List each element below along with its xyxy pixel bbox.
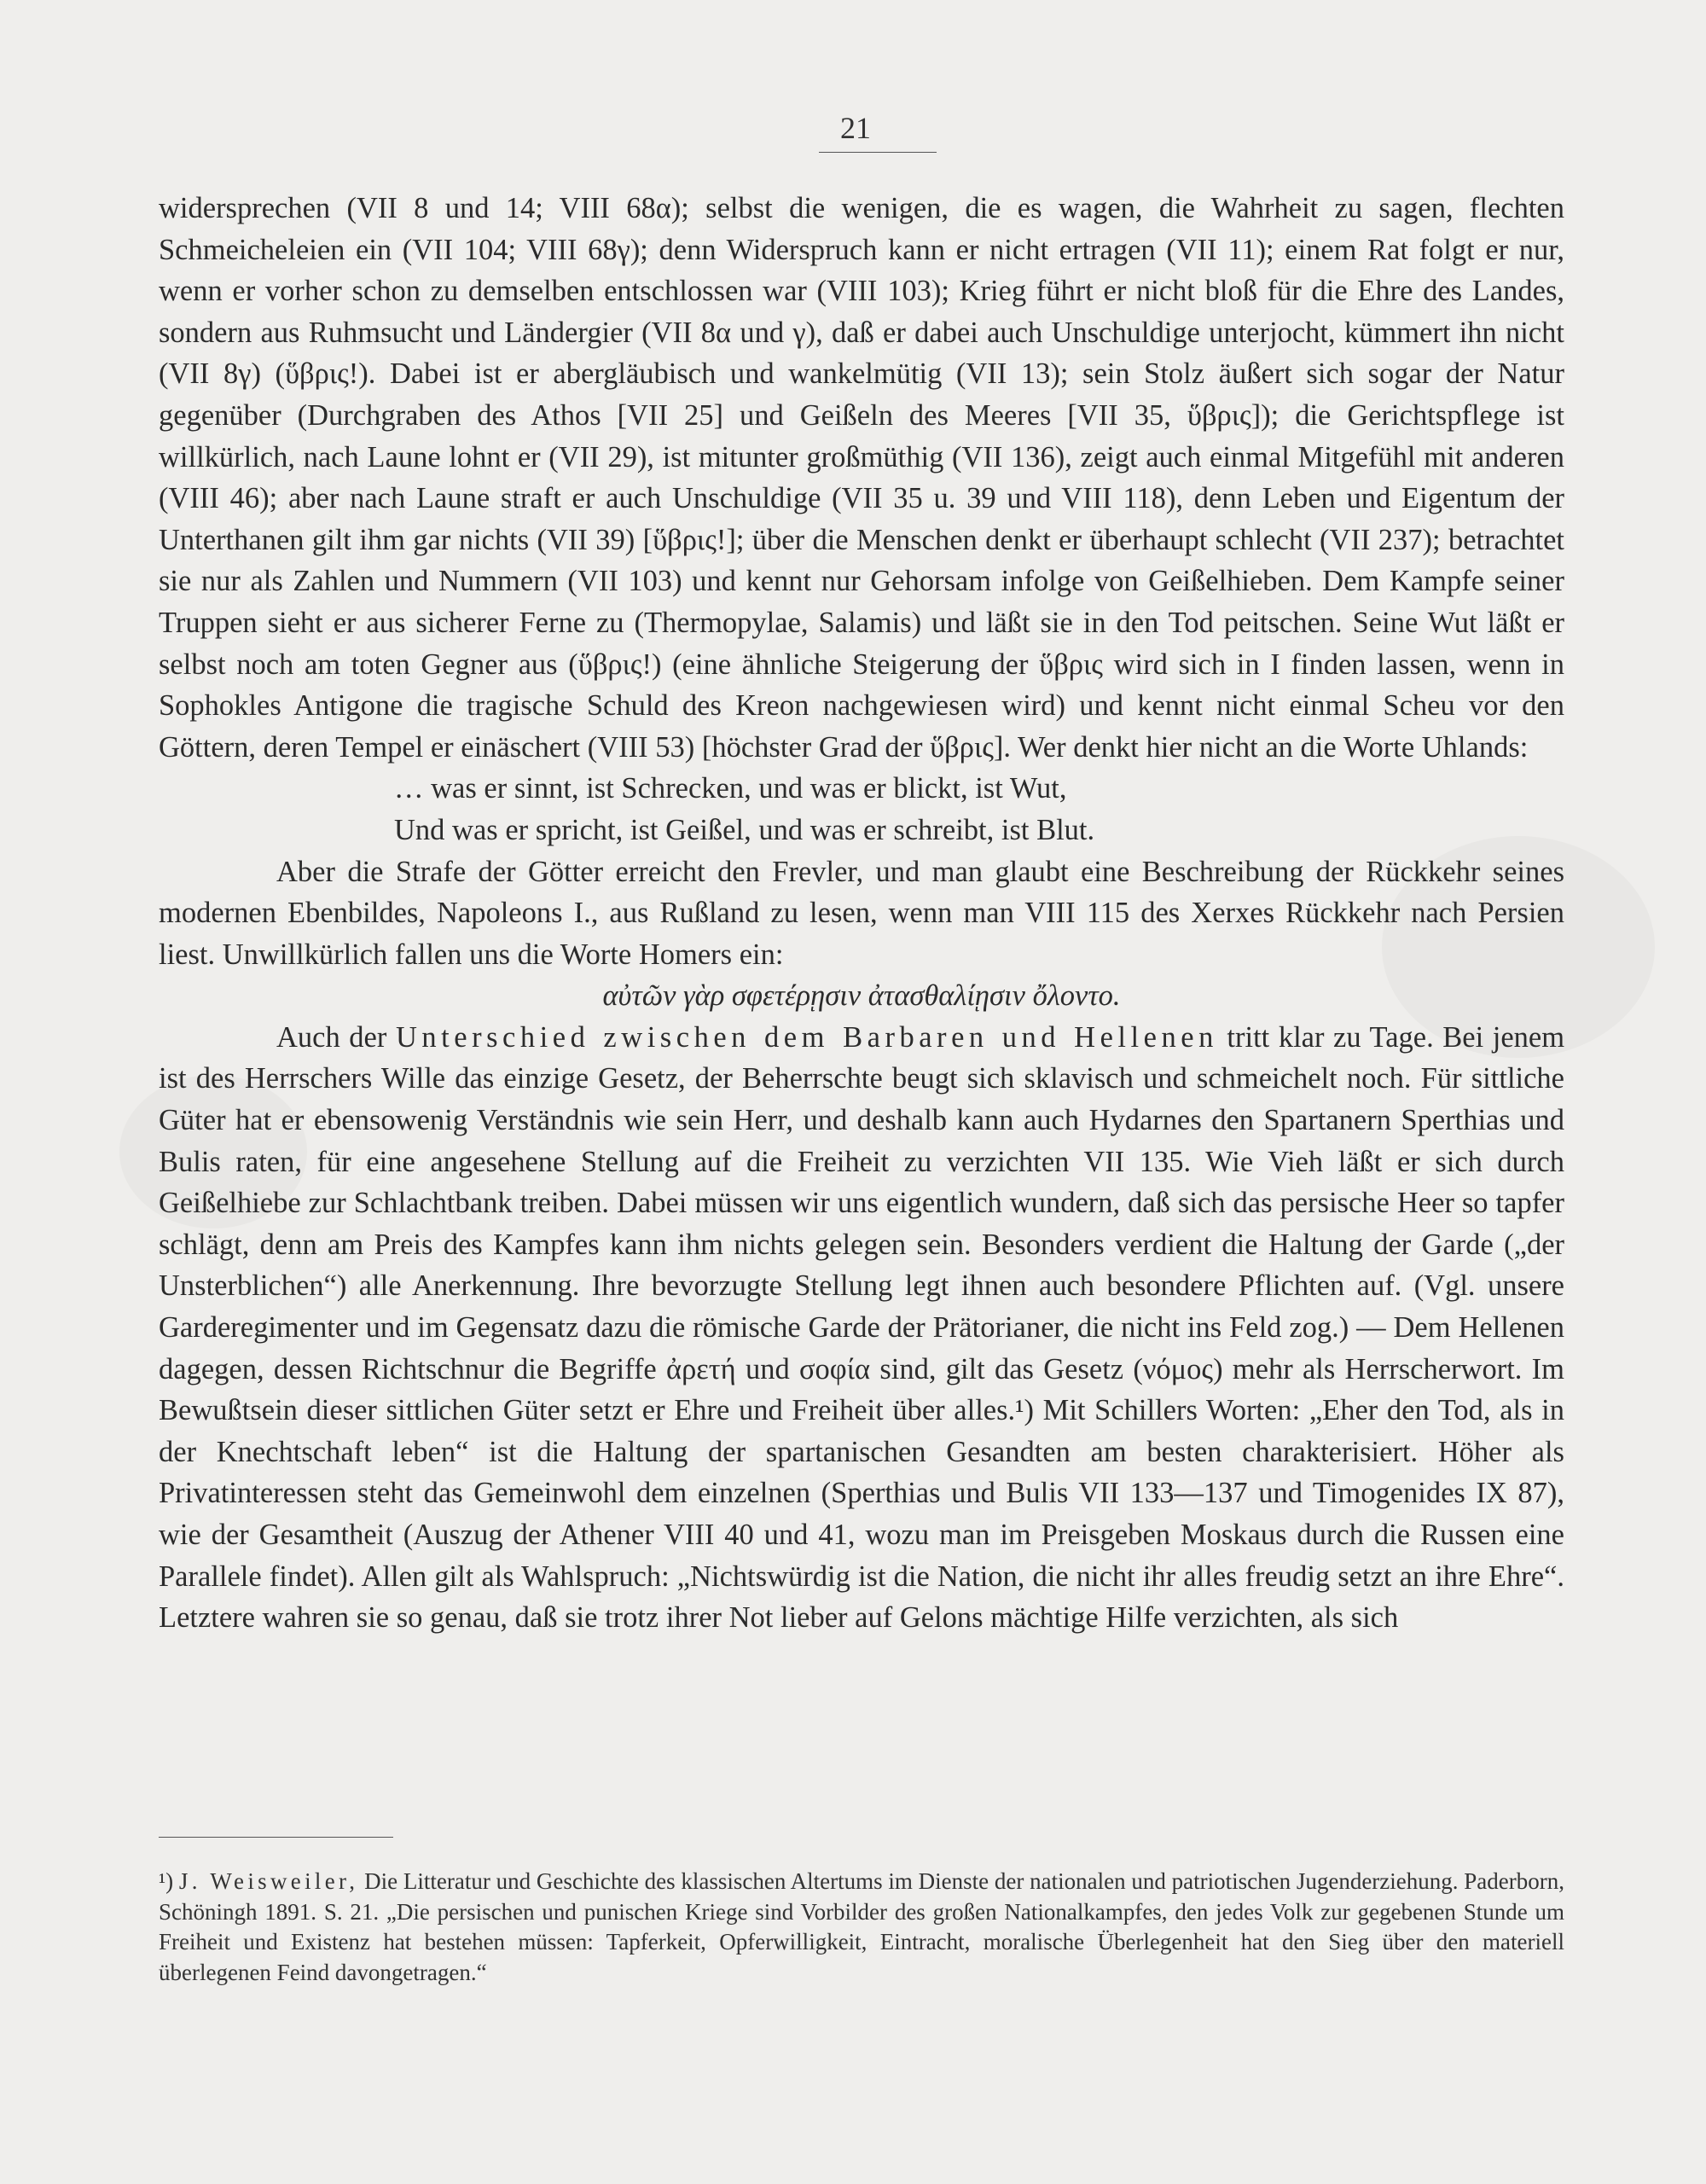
paragraph-punishment: Aber die Strafe der Götter erreicht den Frevler, und man glaubt eine Beschreibung der Rückkehr seines modernen Ebenbildes, Napoleons I., aus Rußland zu lesen, wenn man VIII 115 des Xerxes Rückkehr nach Persien liest. Unwillkürlich fallen uns die Worte Homers ein: bbox=[159, 855, 1564, 971]
uhland-verse-line-1: … was er sinnt, ist Schrecken, und was er blickt, ist Wut, bbox=[394, 772, 1067, 805]
homer-quote: αὐτῶν γὰρ σφετέρῃσιν ἀτασθαλίῃσιν ὄλοντο. bbox=[602, 979, 1121, 1013]
footnote-mark: ¹) bbox=[159, 1868, 174, 1894]
uhland-verse-line-2: Und was er spricht, ist Geißel, und was er schreibt, ist Blut. bbox=[394, 813, 1095, 846]
footnote-body bbox=[159, 1867, 1564, 1988]
spaced-emphasis: Unterschied zwischen dem Barbaren und Hellenen bbox=[395, 1020, 1218, 1054]
page-number-underline bbox=[819, 152, 937, 153]
page-number: 21 bbox=[840, 111, 871, 145]
footnote-author: J. Weisweiler, bbox=[178, 1868, 359, 1894]
footnote-separator bbox=[159, 1837, 393, 1838]
footnote bbox=[159, 1867, 1564, 1988]
footnote-text: Die Litteratur und Geschichte des klassischen Altertums im Dienste der nationalen und patriotischen Jugenderziehung. Paderborn, Schöningh 1891. S. 21. „Die persischen und punischen Kriege sind Vorbilder des großen Nationalkampfes, den jedes Volk zur gegebenen Stunde um Freiheit und Existenz hat bestehen müssen: Tapferkeit, Opferwilligkeit, Eintracht, moralische Überlegenheit hat den Sieg über den materiell überlegenen Feind davongetragen.“ bbox=[159, 1868, 1565, 1985]
paragraph-lead: Auch der bbox=[276, 1020, 387, 1054]
paragraph-xerxes-character: widersprechen (VII 8 und 14; VIII 68α); selbst die wenigen, die es wagen, die Wahrheit zu sagen, flechten Schmeicheleien ein (VII 104; VIII 68γ); denn Widerspruch kann er nicht ertragen (VII 11); einem Rat folgt er nur, wenn er vorher schon zu demselben entschlossen war (VIII 103); Krieg führt er nicht bloß für die Ehre des Landes, sondern aus Ruhmsucht und Ländergier (VII 8α und γ), daß er dabei auch Unschuldige unterjocht, kümmert ihn nicht (VII 8γ) (ὕβρις!). Dabei ist er abergläubisch und wankelmütig (VII 13); sein Stolz äußert sich sogar der Natur gegenüber (Durchgraben des Athos [VII 25] und Geißeln des Meeres [VII 35, ὕβρις]); die Gerichtspflege ist willkürlich, nach Laune lohnt er (VII 29), ist mitunter großmüthig (VII 136), zeigt auch einmal Mitgefühl mit anderen (VIII 46); aber nach Laune straft er auch Unschuldige (VII 35 u. 39 und VIII 118), denn Leben und Eigentum der Unterthanen gilt ihm gar nichts (VII 39) [ὕβρις!]; über die Menschen denkt er überhaupt schlecht (VII 237); betrachtet sie nur als Zahlen und Nummern (VII 103) und kennt nur Gehorsam infolge von Geißelhieben. Dem Kampfe seiner Truppen sieht er aus sicherer Ferne zu (Thermopylae, Salamis) und läßt sie in den Tod peitschen. Seine Wut läßt er selbst noch am toten Gegner aus (ὕβρις!) (eine ähnliche Steigerung der ὕβρις wird sich in I finden lassen, wenn in Sophokles Antigone die tragische Schuld des Kreon nachgewiesen wird) und kennt nicht einmal Scheu vor den Göttern, deren Tempel er einäschert (VIII 53) [höchster Grad der ὕβρις]. Wer denkt hier nicht an die Worte Uhlands: bbox=[159, 192, 1564, 764]
main-text bbox=[159, 188, 1564, 1639]
paragraph-barbarian-hellene bbox=[159, 1017, 1564, 1639]
paragraph-continuation: tritt klar zu Tage. Bei jenem ist des Herrschers Wille das einzige Gesetz, der Beherrschte beugt sich sklavisch und schmeichelt noch. Für sittliche Güter hat er ebensowenig Verständnis wie sein Herr, und deshalb kann auch Hydarnes den Spartanern Sperthias und Bulis raten, für eine angesehene Stellung auf die Freiheit zu verzichten VII 135. Wie Vieh läßt er sich durch Geißelhiebe zur Schlachtbank treiben. Dabei müssen wir uns eigentlich wundern, daß sich das persische Heer so tapfer schlägt, denn am Preis des Kampfes kann ihm nichts gelegen sein. Besonders verdient die Haltung der Garde („der Unsterblichen“) alle Anerkennung. Ihre bevorzugte Stellung legt ihnen auch besondere Pflichten auf. (Vgl. unsere Garderegimenter und im Gegensatz dazu die römische Garde der Prätorianer, die nicht ins Feld zog.) — Dem Hellenen dagegen, dessen Richtschnur die Begriffe ἀρετή und σοφία sind, gilt das Gesetz (νόμος) mehr als Herrscherwort. Im Bewußtsein dieser sittlichen Güter setzt er Ehre und Freiheit über alles.¹) Mit Schillers Worten: „Eher den Tod, als in der Knechtschaft leben“ ist die Haltung der spartanischen Gesandten am besten charakterisiert. Höher als Privatinteressen steht das Gemeinwohl dem einzelnen (Sperthias und Bulis VII 133—137 und Timogenides IX 87), wie der Gesamtheit (Auszug der Athener VIII 40 und 41, wozu man im Preisgeben Moskaus durch die Russen eine Parallele findet). Allen gilt als Wahlspruch: „Nichtswürdig ist die Nation, die nicht ihr alles freudig setzt an ihre Ehre“. Letztere wahren sie so genau, daß sie trotz ihrer Not lieber auf Gelons mächtige Hilfe verzichten, als sich bbox=[159, 1020, 1565, 1635]
